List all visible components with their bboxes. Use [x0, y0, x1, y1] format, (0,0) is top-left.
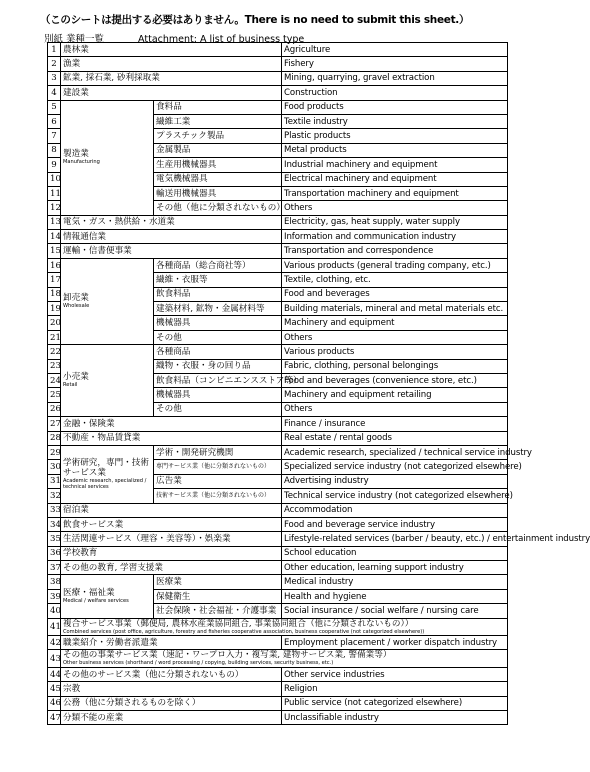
table-row — [48, 215, 508, 229]
caption-ja: 別紙 業種一覧 — [44, 34, 105, 45]
industry-name-ja: 分類不能の産業 — [61, 711, 282, 725]
row-number: 14 — [48, 230, 61, 244]
group-wholesale — [61, 258, 154, 344]
industry-cell — [61, 618, 508, 635]
row-number: 19 — [48, 302, 61, 316]
table-row — [48, 258, 508, 272]
industry-name-en: Machinery and equipment — [282, 316, 508, 330]
row-number: 47 — [48, 711, 61, 725]
row-number: 36 — [48, 546, 61, 560]
table-row — [48, 711, 508, 725]
group-label-ja: 小売業 — [63, 372, 89, 383]
industry-name-en: Plastic products — [282, 129, 508, 143]
group-academic — [61, 445, 154, 503]
industry-name-en: Metal products — [282, 143, 508, 157]
industry-name-ja: 広告業 — [154, 474, 282, 488]
row-number: 46 — [48, 696, 61, 710]
industry-name-ja: 不動産・物品賃貸業 — [61, 431, 282, 445]
industry-name-ja: 電気機械器具 — [154, 172, 282, 186]
industry-name-en: Lifestyle-related services (barber / beauty, etc.) / entertainment industry — [282, 532, 508, 546]
industry-name-en: School education — [282, 546, 508, 560]
industry-name-en: Real estate / rental goods — [282, 431, 508, 445]
row-number: 42 — [48, 636, 61, 650]
table-row — [48, 517, 508, 531]
row-number: 21 — [48, 330, 61, 344]
industry-name-ja: 複合サービス事業（郵便局, 農林水産業協同組合, 事業協同組合（他に分類されないもの）） — [63, 618, 414, 629]
row-number: 10 — [48, 172, 61, 186]
group-label-en: Manufacturing — [63, 159, 100, 166]
table-row — [48, 503, 508, 517]
industry-cell — [61, 650, 508, 667]
industry-name-ja: 漁業 — [61, 57, 282, 71]
table-row — [48, 696, 508, 710]
industry-name-ja: 飲食料品 — [154, 287, 282, 301]
industry-name-ja: 輸送用機械器具 — [154, 186, 282, 200]
industry-name-en: Electricity, gas, heat supply, water supply — [282, 215, 508, 229]
group-label-en: Medical / welfare services — [63, 598, 129, 605]
industry-name-en: Technical service industry (not categorized elsewhere) — [282, 489, 508, 503]
industry-name-ja: その他 — [154, 330, 282, 344]
industry-name-ja: 医療業 — [154, 575, 282, 589]
industry-name-en: Social insurance / social welfare / nursing care — [282, 604, 508, 618]
group-medical — [61, 575, 154, 618]
industry-name-en: Food and beverage service industry — [282, 517, 508, 531]
industry-name-ja: 宿泊業 — [61, 503, 282, 517]
industry-name-en: Food products — [282, 100, 508, 114]
industry-name-ja: 金属製品 — [154, 143, 282, 157]
industry-name-ja: 飲食サービス業 — [61, 517, 282, 531]
table-row — [48, 561, 508, 575]
group-retail — [61, 345, 154, 417]
industry-name-en: Textile, clothing, etc. — [282, 273, 508, 287]
row-number: 45 — [48, 682, 61, 696]
row-number: 15 — [48, 244, 61, 258]
row-number: 30 — [48, 460, 61, 474]
row-number: 13 — [48, 215, 61, 229]
industry-name-en: Other business services (shorthand / word processing / copying, building services, security business, etc.) — [63, 660, 334, 667]
industry-name-ja: プラスチック製品 — [154, 129, 282, 143]
industry-name-en: Combined services (post office, agriculture, forestry and fisheries cooperative association, business cooperative (not categorized elsewhere)) — [63, 628, 425, 635]
industry-name-en: Agriculture — [282, 43, 508, 57]
industry-name-en: Food and beverages (convenience store, etc.) — [282, 373, 508, 387]
industry-name-en: Finance / insurance — [282, 417, 508, 431]
industry-name-en: Others — [282, 402, 508, 416]
table-row — [48, 546, 508, 560]
industry-name-en: Fabric, clothing, personal belongings — [282, 359, 508, 373]
row-number: 24 — [48, 373, 61, 387]
industry-name-en: Other education, learning support industry — [282, 561, 508, 575]
industry-name-ja: 織物・衣服・身の回り品 — [154, 359, 282, 373]
industry-name-en: Transportation machinery and equipment — [282, 186, 508, 200]
table-row — [48, 431, 508, 445]
table-row — [48, 57, 508, 71]
row-number: 16 — [48, 258, 61, 272]
industry-name-en: Various products — [282, 345, 508, 359]
table-row — [48, 417, 508, 431]
row-number: 28 — [48, 431, 61, 445]
industry-name-ja: 電気・ガス・熱供給・水道業 — [61, 215, 282, 229]
industry-name-en: Electrical machinery and equipment — [282, 172, 508, 186]
group-label-ja: 卸売業 — [63, 293, 89, 304]
row-number: 11 — [48, 186, 61, 200]
row-number: 32 — [48, 489, 61, 503]
industry-name-ja: 繊維・衣服等 — [154, 273, 282, 287]
industry-name-en: Public service (not categorized elsewhere) — [282, 696, 508, 710]
table-row — [48, 71, 508, 85]
row-number: 2 — [48, 57, 61, 71]
industry-name-ja: その他（他に分類されないもの） — [154, 201, 282, 215]
row-number: 44 — [48, 667, 61, 681]
table-row — [48, 636, 508, 650]
row-number: 25 — [48, 388, 61, 402]
table-row — [48, 86, 508, 100]
row-number: 23 — [48, 359, 61, 373]
industry-name-ja: 学校教育 — [61, 546, 282, 560]
table-row — [48, 618, 508, 635]
industry-name-ja: 繊維工業 — [154, 114, 282, 128]
row-number: 7 — [48, 129, 61, 143]
industry-name-en: Mining, quarrying, gravel extraction — [282, 71, 508, 85]
industry-name-en: Textile industry — [282, 114, 508, 128]
industry-name-ja: 農林業 — [61, 43, 282, 57]
row-number: 29 — [48, 445, 61, 459]
industry-name-ja: 建築材料, 鉱物・金属材料等 — [154, 302, 282, 316]
industry-name-ja: 技術サービス業（他に分類されないもの） — [154, 489, 282, 503]
industry-name-ja: その他の事業サービス業（速記・ワープロ入力・複写業, 建物サービス業, 警備業等） — [63, 650, 392, 661]
business-type-table — [47, 42, 590, 725]
industry-name-ja: 宗教 — [61, 682, 282, 696]
industry-name-ja: 社会保険・社会福祉・介護事業 — [154, 604, 282, 618]
table-row — [48, 100, 508, 114]
industry-name-en: Machinery and equipment retailing — [282, 388, 508, 402]
row-number: 27 — [48, 417, 61, 431]
industry-name-en: Religion — [282, 682, 508, 696]
group-label-en: Wholesale — [63, 303, 90, 310]
industry-name-ja: 学術・開発研究機関 — [154, 445, 282, 459]
row-number: 9 — [48, 158, 61, 172]
row-number: 34 — [48, 517, 61, 531]
industry-name-en: Unclassifiable industry — [282, 711, 508, 725]
industry-name-ja: 鉱業, 採石業, 砂利採取業 — [61, 71, 282, 85]
row-number: 1 — [48, 43, 61, 57]
industry-name-ja: 各種商品（総合商社等） — [154, 258, 282, 272]
industry-name-en: Specialized service industry (not categorized elsewhere) — [282, 460, 508, 474]
industry-name-en: Fishery — [282, 57, 508, 71]
table-row — [48, 43, 508, 57]
row-number: 43 — [48, 650, 61, 667]
industry-name-en: Industrial machinery and equipment — [282, 158, 508, 172]
industry-name-ja: 各種商品 — [154, 345, 282, 359]
industry-name-ja: 生活関連サービス（理容・美容等）・娯楽業 — [61, 532, 282, 546]
industry-name-ja: その他 — [154, 402, 282, 416]
row-number: 4 — [48, 86, 61, 100]
industry-name-en: Academic research, specialized / technical service industry — [282, 445, 508, 459]
table-row — [48, 445, 508, 459]
industry-name-en: Health and hygiene — [282, 589, 508, 603]
group-label-en: Academic research, specialized / technical services — [63, 477, 147, 491]
table-row — [48, 532, 508, 546]
industry-name-en: Employment placement / worker dispatch industry — [282, 636, 508, 650]
industry-name-en: Various products (general trading company, etc.) — [282, 258, 508, 272]
table-row — [48, 230, 508, 244]
industry-name-ja: その他の教育, 学習支援業 — [61, 561, 282, 575]
table-row — [48, 667, 508, 681]
caption-en: Attachment: A list of business type — [138, 34, 305, 45]
row-number: 31 — [48, 474, 61, 488]
industry-name-en: Information and communication industry — [282, 230, 508, 244]
row-number: 18 — [48, 287, 61, 301]
industry-name-en: Others — [282, 330, 508, 344]
group-label-en: Retail — [63, 382, 78, 389]
table-row — [48, 682, 508, 696]
row-number: 17 — [48, 273, 61, 287]
group-label-ja: 製造業 — [63, 149, 89, 160]
row-number: 5 — [48, 100, 61, 114]
row-number: 6 — [48, 114, 61, 128]
industry-name-ja: 運輸・信書便事業 — [61, 244, 282, 258]
industry-name-en: Others — [282, 201, 508, 215]
industry-name-en: Transportation and correspondence — [282, 244, 508, 258]
industry-name-ja: 機械器具 — [154, 316, 282, 330]
table-row — [48, 345, 508, 359]
industry-name-en: Advertising industry — [282, 474, 508, 488]
row-number: 33 — [48, 503, 61, 517]
industry-name-ja: 専門サービス業（他に分類されないもの） — [154, 460, 282, 474]
industry-name-ja: その他のサービス業（他に分類されないもの） — [61, 667, 282, 681]
notice-header: （このシートは提出する必要はありません。There is no need to submit this sheet.） — [40, 14, 470, 26]
group-manufacturing — [61, 100, 154, 215]
table-row — [48, 575, 508, 589]
industry-name-en: Building materials, mineral and metal materials etc. — [282, 302, 508, 316]
row-number: 20 — [48, 316, 61, 330]
industry-name-ja: 建設業 — [61, 86, 282, 100]
industry-name-en: Accommodation — [282, 503, 508, 517]
industry-name-ja: 職業紹介・労働者派遣業 — [61, 636, 282, 650]
row-number: 41 — [48, 618, 61, 635]
row-number: 22 — [48, 345, 61, 359]
group-label-ja: 学術研究，専門・技術サービス業 — [63, 457, 149, 478]
industry-name-ja: 金融・保険業 — [61, 417, 282, 431]
industry-name-en: Food and beverages — [282, 287, 508, 301]
row-number: 37 — [48, 561, 61, 575]
group-label-ja: 医療・福祉業 — [63, 588, 115, 599]
industry-name-ja: 機械器具 — [154, 388, 282, 402]
row-number: 38 — [48, 575, 61, 589]
table-row — [48, 244, 508, 258]
industry-name-en: Other service industries — [282, 667, 508, 681]
industry-name-ja: 公務（他に分類されるものを除く） — [61, 696, 282, 710]
industry-name-ja: 飲食料品（コンビニエンスストア等） — [154, 373, 282, 387]
industry-name-en: Medical industry — [282, 575, 508, 589]
row-number: 39 — [48, 589, 61, 603]
table-row — [48, 650, 508, 667]
row-number: 26 — [48, 402, 61, 416]
row-number: 40 — [48, 604, 61, 618]
row-number: 8 — [48, 143, 61, 157]
industry-name-en: Construction — [282, 86, 508, 100]
row-number: 3 — [48, 71, 61, 85]
industry-name-ja: 保健衛生 — [154, 589, 282, 603]
industry-name-ja: 情報通信業 — [61, 230, 282, 244]
row-number: 35 — [48, 532, 61, 546]
industry-name-ja: 食料品 — [154, 100, 282, 114]
row-number: 12 — [48, 201, 61, 215]
industry-name-ja: 生産用機械器具 — [154, 158, 282, 172]
